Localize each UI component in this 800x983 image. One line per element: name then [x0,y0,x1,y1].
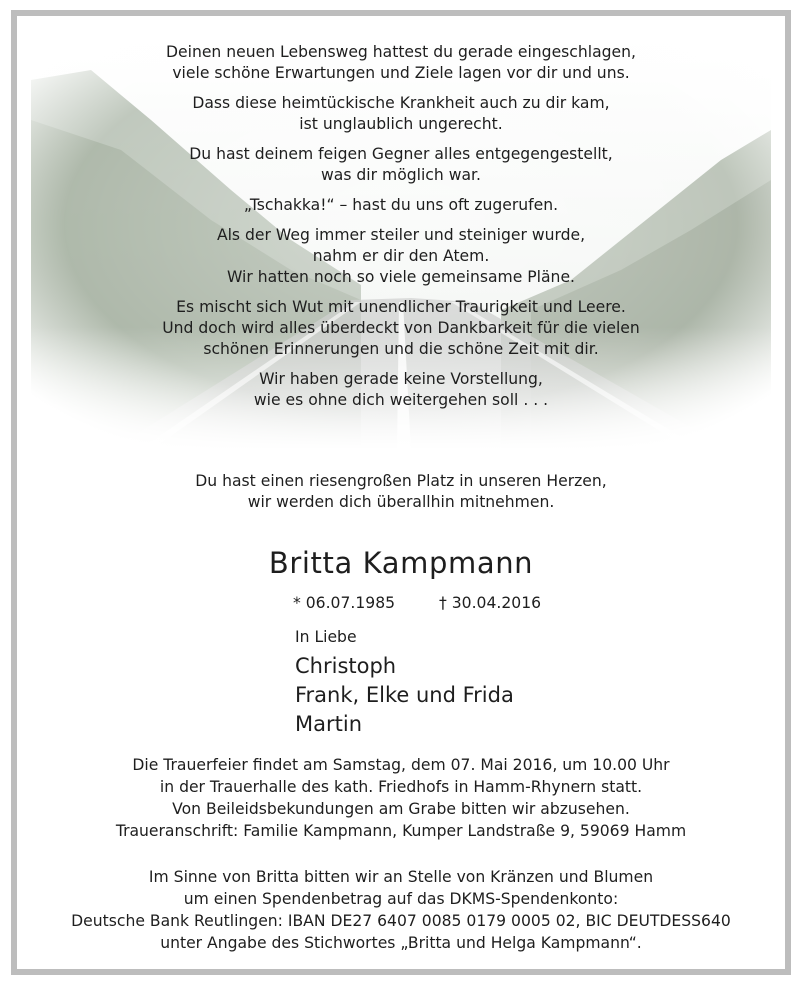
birth-date: * 06.07.1985 [293,594,396,612]
donation-line: Im Sinne von Britta bitten wir an Stelle von Kränzen und Blumen [148,868,654,886]
donation-line: Deutsche Bank Reutlingen: IBAN DE27 6407 0085 0179 0005 02, BIC DEUTDESS640 [71,912,731,930]
details-line: Traueranschrift: Familie Kampmann, Kumper Landstraße 9, 59069 Hamm [115,822,687,840]
donation-notice [17,866,785,954]
poem-stanza: Dass diese heimtückische Krankheit auch zu dir kam, ist unglaublich ungerecht. [192,94,610,133]
poem-stanza: Als der Weg immer steiler und steiniger wurde, nahm er dir den Atem. Wir hatten noch so viele gemeinsame Pläne. [216,226,586,286]
mourners-block [295,628,514,739]
donation-line: um einen Spendenbetrag auf das DKMS-Spendenkonto: [183,890,619,908]
obituary-frame [11,10,791,975]
poem [17,42,785,420]
in-liebe-label: In Liebe [295,628,357,646]
death-date: † 30.04.2016 [439,594,542,612]
details-line: Die Trauerfeier findet am Samstag, dem 07. Mai 2016, um 10.00 Uhr [132,756,670,774]
poem-stanza: Du hast deinem feigen Gegner alles entgegengestellt, was dir möglich war. [189,145,613,184]
details-line: in der Trauerhalle des kath. Friedhofs in Hamm-Rhynern statt. [159,778,643,796]
mourner-name: Frank, Elke und Frida [295,683,514,707]
mourner-name: Christoph [295,654,397,678]
life-dates [293,594,541,612]
mourner-name: Martin [295,712,362,736]
closing-verse: Du hast einen riesengroßen Platz in unseren Herzen, wir werden dich überallhin mitnehmen. [195,472,607,511]
donation-line: unter Angabe des Stichwortes „Britta und Helga Kampmann“. [160,934,642,952]
details-line: Von Beileidsbekundungen am Grabe bitten wir abzusehen. [172,800,630,818]
deceased-name: Britta Kampmann [268,546,534,580]
poem-stanza: Deinen neuen Lebensweg hattest du gerade eingeschlagen, viele schöne Erwartungen und Ziele lagen vor dir und uns. [166,43,636,82]
poem-stanza: Wir haben gerade keine Vorstellung, wie es ohne dich weitergehen soll . . . [253,370,549,409]
funeral-details [17,754,785,842]
poem-stanza: „Tschakka!“ – hast du uns oft zugerufen. [243,196,559,214]
poem-stanza: Es mischt sich Wut mit unendlicher Traurigkeit und Leere. Und doch wird alles überdeckt von Dankbarkeit für die vielen schönen Erinnerungen und die schöne Zeit mit dir. [162,298,640,358]
